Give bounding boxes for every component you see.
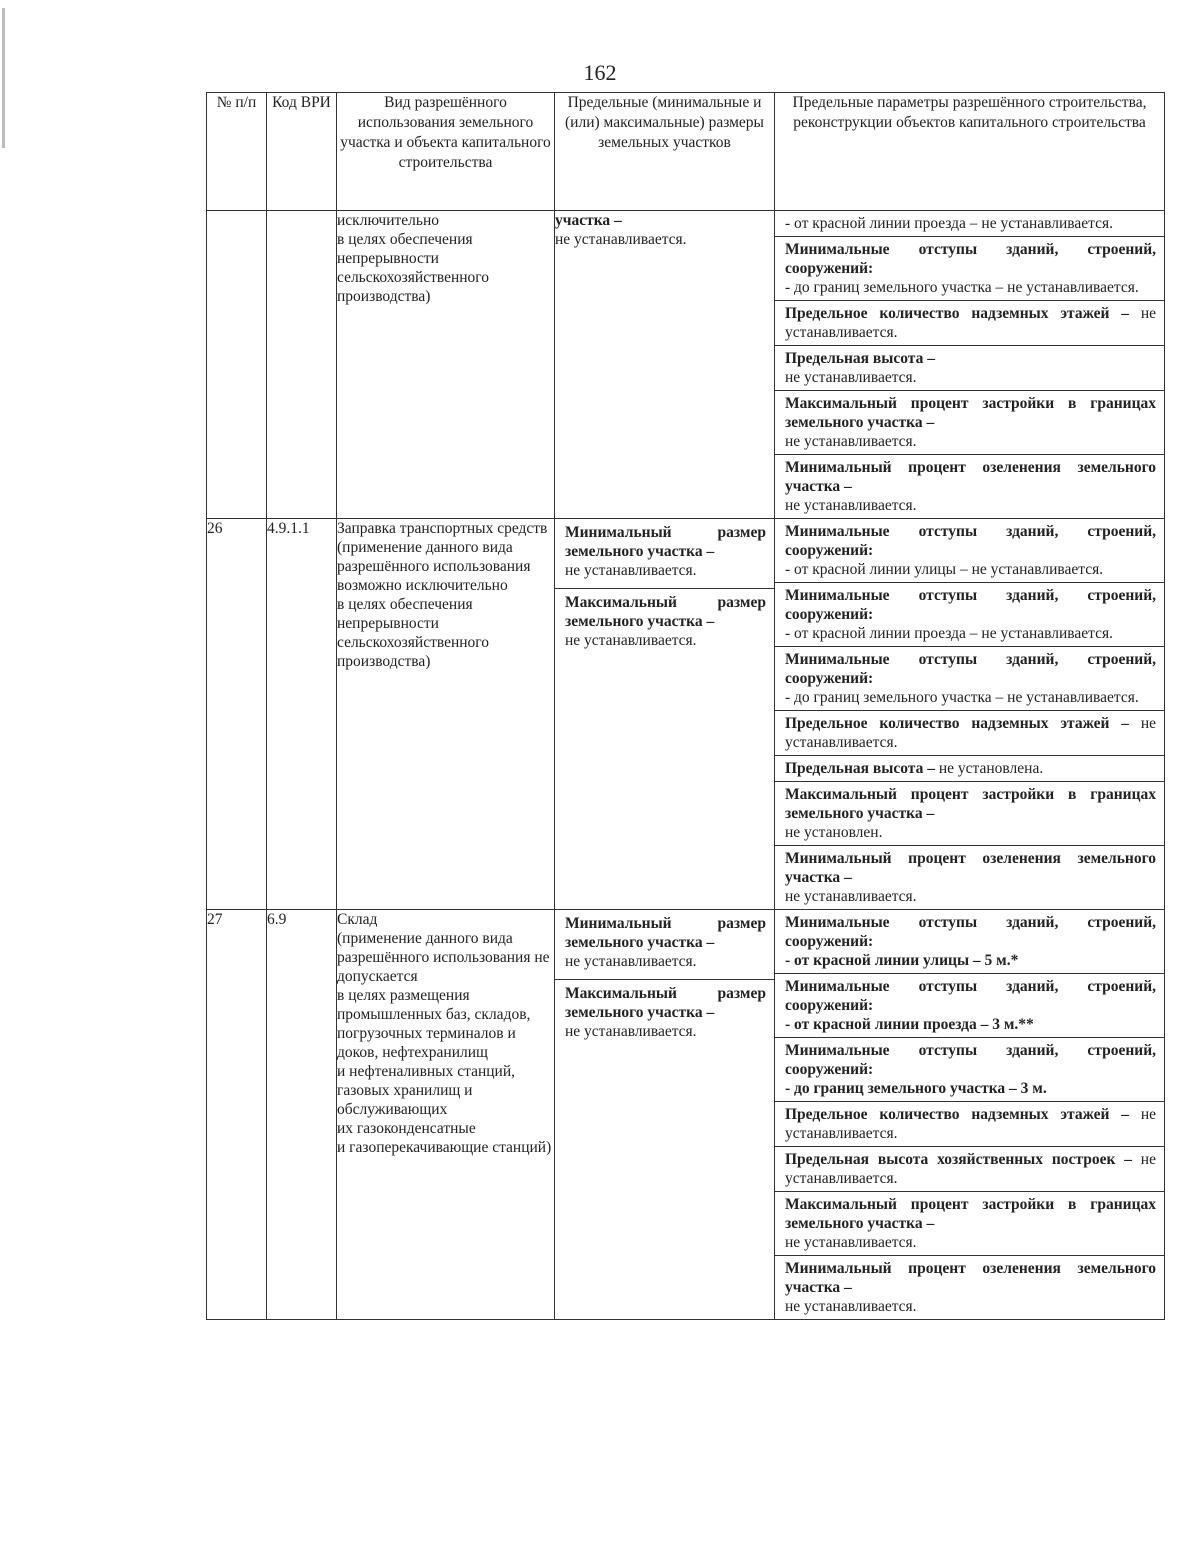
size-block: Минимальный размер земельного участка – не устанавливается. — [555, 910, 774, 980]
cell-use — [337, 211, 555, 519]
cell-size — [555, 519, 775, 910]
size-label: участка – — [555, 212, 622, 229]
param-block: Минимальные отступы зданий, строений, сооружений: - от красной линии проезда – не устанавливается. — [775, 583, 1164, 647]
table-row-26 — [207, 519, 1165, 910]
regulation-table — [206, 92, 1165, 1320]
table-row-27 — [207, 910, 1165, 1320]
cell-params — [775, 519, 1165, 910]
param-block: Минимальные отступы зданий, строений, сооружений: - от красной линии улицы – 5 м.* — [775, 910, 1164, 974]
param-block: Минимальные отступы зданий, строений, сооружений: - от красной линии проезда – 3 м.** — [775, 974, 1164, 1038]
cell-code: 6.9 — [267, 910, 337, 1320]
use-text: Склад (применение данного вида разрешённого использования не допускается в целях размещения промышленных баз, складов, погрузочных терминалов и доков, нефтехранилищ и нефтеналивных станций, газовых хранилищ и обслуживающих их газоконденсатные и газоперекачивающие станций) — [337, 911, 552, 1156]
header-params: Предельные параметры разрешённого строительства, реконструкции объектов капитального строительства — [775, 93, 1165, 211]
size-value: не устанавливается. — [555, 231, 687, 248]
param-block: Минимальные отступы зданий, строений, сооружений: - от красной линии улицы – не устанавливается. — [775, 519, 1164, 583]
header-code: Код ВРИ — [267, 93, 337, 211]
param-block: Предельная высота – не устанавливается. — [775, 346, 1164, 391]
param-block: Предельное количество надземных этажей – не устанавливается. — [775, 711, 1164, 756]
use-text: Заправка транспортных средств (применение данного вида разрешённого использования возможно исключительно в целях обеспечения непрерывности сельскохозяйственного производства) — [337, 520, 548, 670]
cell-use — [337, 519, 555, 910]
header-row — [207, 93, 1165, 211]
param-block: Минимальный процент озеленения земельного участка – не устанавливается. — [785, 459, 1156, 514]
cell-size — [555, 910, 775, 1320]
header-size: Предельные (минимальные и (или) максимальные) размеры земельных участков — [555, 93, 775, 211]
use-text: исключительно в целях обеспечения непрерывности сельскохозяйственного производства) — [337, 212, 490, 305]
param-block: Минимальные отступы зданий, строений, сооружений: - до границ земельного участка – не устанавливается. — [775, 237, 1164, 301]
header-num: № п/п — [207, 93, 267, 211]
param-block: Минимальные отступы зданий, строений, сооружений: - до границ земельного участка – не устанавливается. — [775, 647, 1164, 711]
cell-code: 4.9.1.1 — [267, 519, 337, 910]
param-block: - от красной линии проезда – не устанавливается. — [775, 211, 1164, 237]
cell-size — [555, 211, 775, 519]
cell-use — [337, 910, 555, 1320]
param-block: Минимальный процент озеленения земельного участка – не устанавливается. — [785, 1260, 1156, 1315]
page-number: 162 — [583, 60, 617, 85]
param-block: Максимальный процент застройки в границах земельного участка – не установлен. — [775, 782, 1164, 846]
param-block: Предельная высота хозяйственных построек – не устанавливается. — [775, 1147, 1164, 1192]
size-block: Максимальный размер земельного участка – не устанавливается. — [565, 594, 766, 649]
cell-num — [207, 211, 267, 519]
cell-params — [775, 910, 1165, 1320]
param-block: Минимальный процент озеленения земельного участка – не устанавливается. — [785, 850, 1156, 905]
cell-num: 27 — [207, 910, 267, 1320]
header-use: Вид разрешённого использования земельного участка и объекта капитального строительства — [337, 93, 555, 211]
cell-params — [775, 211, 1165, 519]
param-block: Предельное количество надземных этажей – не устанавливается. — [775, 301, 1164, 346]
size-block: Минимальный размер земельного участка – не устанавливается. — [555, 519, 774, 589]
table-row-continuation — [207, 211, 1165, 519]
param-block: Предельное количество надземных этажей – не устанавливается. — [775, 1102, 1164, 1147]
param-block: Максимальный процент застройки в границах земельного участка – не устанавливается. — [775, 391, 1164, 455]
cell-num: 26 — [207, 519, 267, 910]
cell-code — [267, 211, 337, 519]
param-block: Минимальные отступы зданий, строений, сооружений: - до границ земельного участка – 3 м. — [775, 1038, 1164, 1102]
param-block: Предельная высота – не установлена. — [775, 756, 1164, 782]
param-block: Максимальный процент застройки в границах земельного участка – не устанавливается. — [775, 1192, 1164, 1256]
size-block: Максимальный размер земельного участка – не устанавливается. — [565, 985, 766, 1040]
